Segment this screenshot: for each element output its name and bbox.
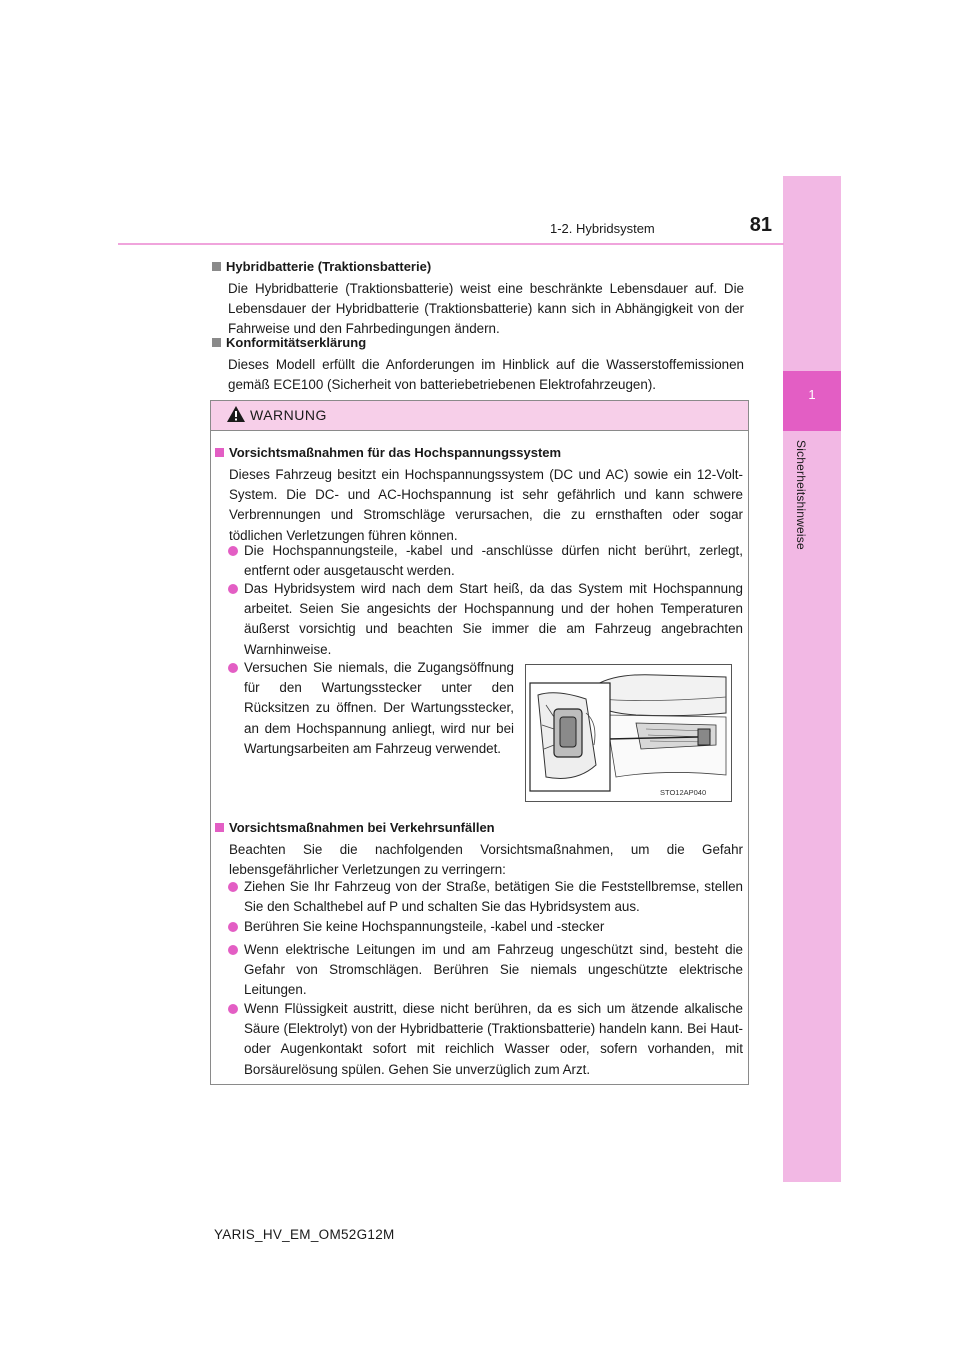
warning-section-accidents: [215, 818, 743, 880]
intro-block-hybrid-battery: [212, 257, 744, 340]
side-tab: [783, 176, 841, 1182]
intro-heading: [212, 257, 744, 277]
diagram-label: STO12AP040: [660, 788, 707, 797]
warning-bullet-text: Ziehen Sie Ihr Fahrzeug von der Straße, betätigen Sie die Feststellbremse, stellen Sie den Schalthebel auf P und schalten Sie das Hybridsystem aus.: [244, 879, 743, 915]
warning-triangle-icon: [226, 405, 246, 423]
warning-section-heading-text: Vorsichtsmaßnahmen bei Verkehrsunfällen: [229, 820, 495, 835]
warning-bullet-text: Wenn Flüssigkeit austritt, diese nicht berühren, da es sich um ätzende alkalische Säure (Elektrolyt) von der Hybridbatterie (Traktionsbatterie) handeln kann. Bei Haut- oder Augenkontakt sofort mit reichlich Wasser oder, sofern vorhanden, mit Borsäurelösung spülen. Gehen Sie unverzüglich zum Arzt.: [244, 1001, 743, 1077]
warning-section-heading: [215, 443, 743, 463]
round-bullet-icon: [228, 1004, 238, 1014]
warning-bullet-text: Das Hybridsystem wird nach dem Start heiß, da das System mit Hochspannung arbeitet. Seien Sie angesichts der Hochspannung und der hohen Temperaturen äußerst vorsichtig und beachten Sie immer die am Fahrzeug angebrachten Warnhinweise.: [244, 581, 743, 657]
warning-bullet: [228, 940, 743, 1001]
warning-bullet-text: Die Hochspannungsteile, -kabel und -anschlüsse dürfen nicht berührt, zerlegt, entfernt oder ausgetauscht werden.: [244, 543, 743, 579]
intro-heading-text: Konformitätserklärung: [226, 335, 367, 350]
warning-bullet: [228, 999, 743, 1080]
intro-paragraph: Dieses Modell erfüllt die Anforderungen im Hinblick auf die Wasserstoffemissionen gemäß ECE100 (Sicherheit von batteriebetriebenen Elektrofahrzeugen).: [228, 357, 744, 393]
page-number: 81: [749, 214, 772, 236]
warning-bullet: [228, 917, 743, 937]
square-bullet-icon: [215, 823, 224, 832]
intro-heading-text: Hybridbatterie (Traktionsbatterie): [226, 259, 432, 274]
warning-bullet: [228, 541, 743, 581]
warning-bullet-text: Wenn elektrische Leitungen im und am Fahrzeug ungeschützt sind, besteht die Gefahr von Stromschlägen. Berühren Sie niemals ungeschützte elektrische Leitungen.: [244, 942, 743, 998]
side-tab-label: Sicherheitshinweise: [794, 440, 808, 550]
warning-bullet: [228, 877, 743, 917]
warning-bullet-text: Berühren Sie keine Hochspannungsteile, -kabel und -stecker: [244, 919, 605, 934]
warning-section-paragraph: Dieses Fahrzeug besitzt ein Hochspannungssystem (DC und AC) sowie ein 12-Volt-System. Die DC- und AC-Hochspannung ist sehr gefährlich und kann schwere Verbrennungen und Stromschläge verursachen, die zu ernsthaften oder sogar tödlichen Verletzungen führen können.: [229, 467, 743, 543]
round-bullet-icon: [228, 663, 238, 673]
intro-block-conformity: [212, 333, 744, 395]
round-bullet-icon: [228, 922, 238, 932]
round-bullet-icon: [228, 584, 238, 594]
round-bullet-icon: [228, 882, 238, 892]
warning-section-paragraph: Beachten Sie die nachfolgenden Vorsichtsmaßnahmen, um die Gefahr lebensgefährlicher Verletzungen zu verringern:: [229, 842, 743, 878]
service-plug-diagram: [525, 664, 732, 802]
round-bullet-icon: [228, 546, 238, 556]
square-bullet-icon: [212, 338, 221, 347]
square-bullet-icon: [212, 262, 221, 271]
rear-seat-service-plug-illustration: [526, 665, 731, 801]
warning-bullet: [228, 658, 514, 759]
header-rule: [118, 243, 784, 245]
side-tab-number: 1: [808, 387, 816, 402]
intro-heading: [212, 333, 744, 353]
warning-bullet-text: Versuchen Sie niemals, die Zugangsöffnung für den Wartungsstecker unter den Rücksitzen zu öffnen. Der Wartungsstecker, an dem Hochspannung anliegt, wird nur bei Wartungsarbeiten am Fahrzeug verwendet.: [244, 660, 514, 756]
round-bullet-icon: [228, 945, 238, 955]
warning-section-heading: [215, 818, 743, 838]
warning-section-heading-text: Vorsichtsmaßnahmen für das Hochspannungssystem: [229, 445, 562, 460]
warning-section-high-voltage: [215, 443, 743, 546]
footer-document-code: YARIS_HV_EM_OM52G12M: [214, 1227, 395, 1242]
header-section-title: 1-2. Hybridsystem: [550, 221, 655, 236]
warning-title: WARNUNG: [250, 407, 327, 423]
warning-bullet: [228, 579, 743, 660]
square-bullet-icon: [215, 448, 224, 457]
intro-paragraph: Die Hybridbatterie (Traktionsbatterie) weist eine beschränkte Lebensdauer auf. Die Lebensdauer der Hybridbatterie (Traktionsbatterie) kann sich in Abhängigkeit von der Fahrweise und den Fahrbedingungen ändern.: [228, 281, 744, 337]
